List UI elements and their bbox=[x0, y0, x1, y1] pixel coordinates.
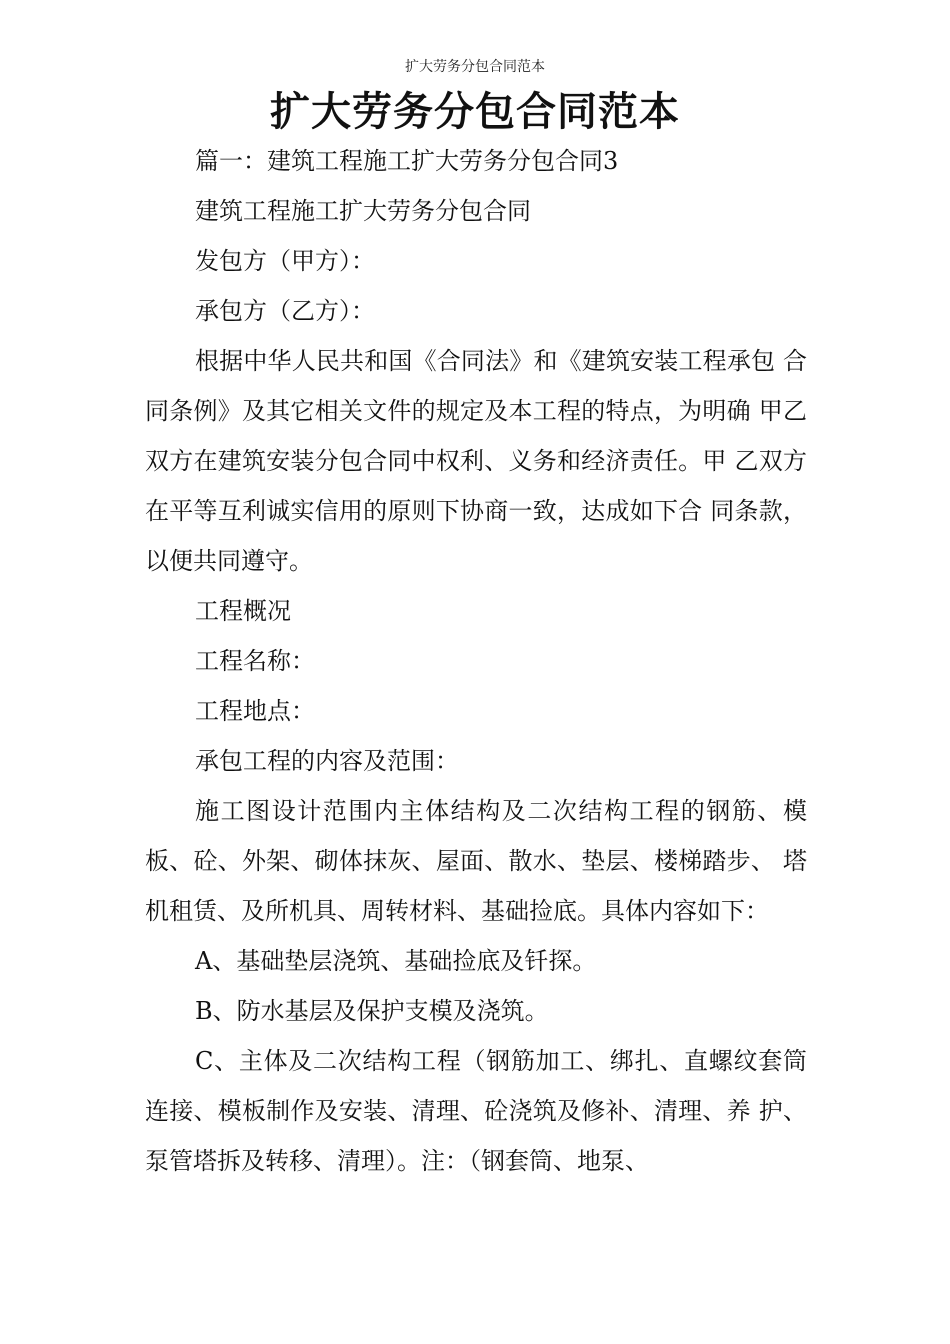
document-body bbox=[145, 136, 807, 1186]
project-overview-heading: 工程概况 bbox=[195, 597, 291, 625]
contract-name: 建筑工程施工扩大劳务分包合同 bbox=[195, 197, 531, 225]
scope-item-b: B、防水基层及保护支模及浇筑。 bbox=[195, 997, 549, 1025]
project-name-line: 工程名称： bbox=[195, 647, 315, 675]
scope-paragraph: 施工图设计范围内主体结构及二次结构工程的钢筋、模 板、砼、外架、砌体抹灰、屋面、散水、垫层、楼梯踏步、 塔机租赁、及所机具、周转材料、基础捡底。具体内容如下： bbox=[145, 797, 807, 925]
party-b-line: 承包方（乙方）： bbox=[195, 297, 375, 325]
project-location-line: 工程地点： bbox=[195, 697, 315, 725]
preamble-paragraph: 根据中华人民共和国《合同法》和《建筑安装工程承包 合同条例》及其它相关文件的规定及本工程的特点，为明确 甲乙双方在建筑安装分包合同中权利、义务和经济责任。甲 乙双方在平等互利诚实信用的原则下协商一致，达成如下合 同条款，以便共同遵守。 bbox=[145, 347, 807, 575]
document-title: 扩大劳务分包合同范本 bbox=[270, 88, 680, 135]
party-a-line: 发包方（甲方）： bbox=[195, 247, 375, 275]
running-header: 扩大劳务分包合同范本 bbox=[405, 59, 545, 75]
scope-item-c: C、主体及二次结构工程（钢筋加工、绑扎、直螺纹套筒连接、模板制作及安装、清理、砼浇筑及修补、清理、养 护、泵管塔拆及转移、清理）。注：（钢套筒、地泵、 bbox=[145, 1047, 807, 1175]
scope-heading: 承包工程的内容及范围： bbox=[195, 747, 459, 775]
scope-item-a: A、基础垫层浇筑、基础捡底及钎探。 bbox=[195, 947, 597, 975]
section-heading: 篇一：建筑工程施工扩大劳务分包合同3 bbox=[195, 147, 619, 175]
